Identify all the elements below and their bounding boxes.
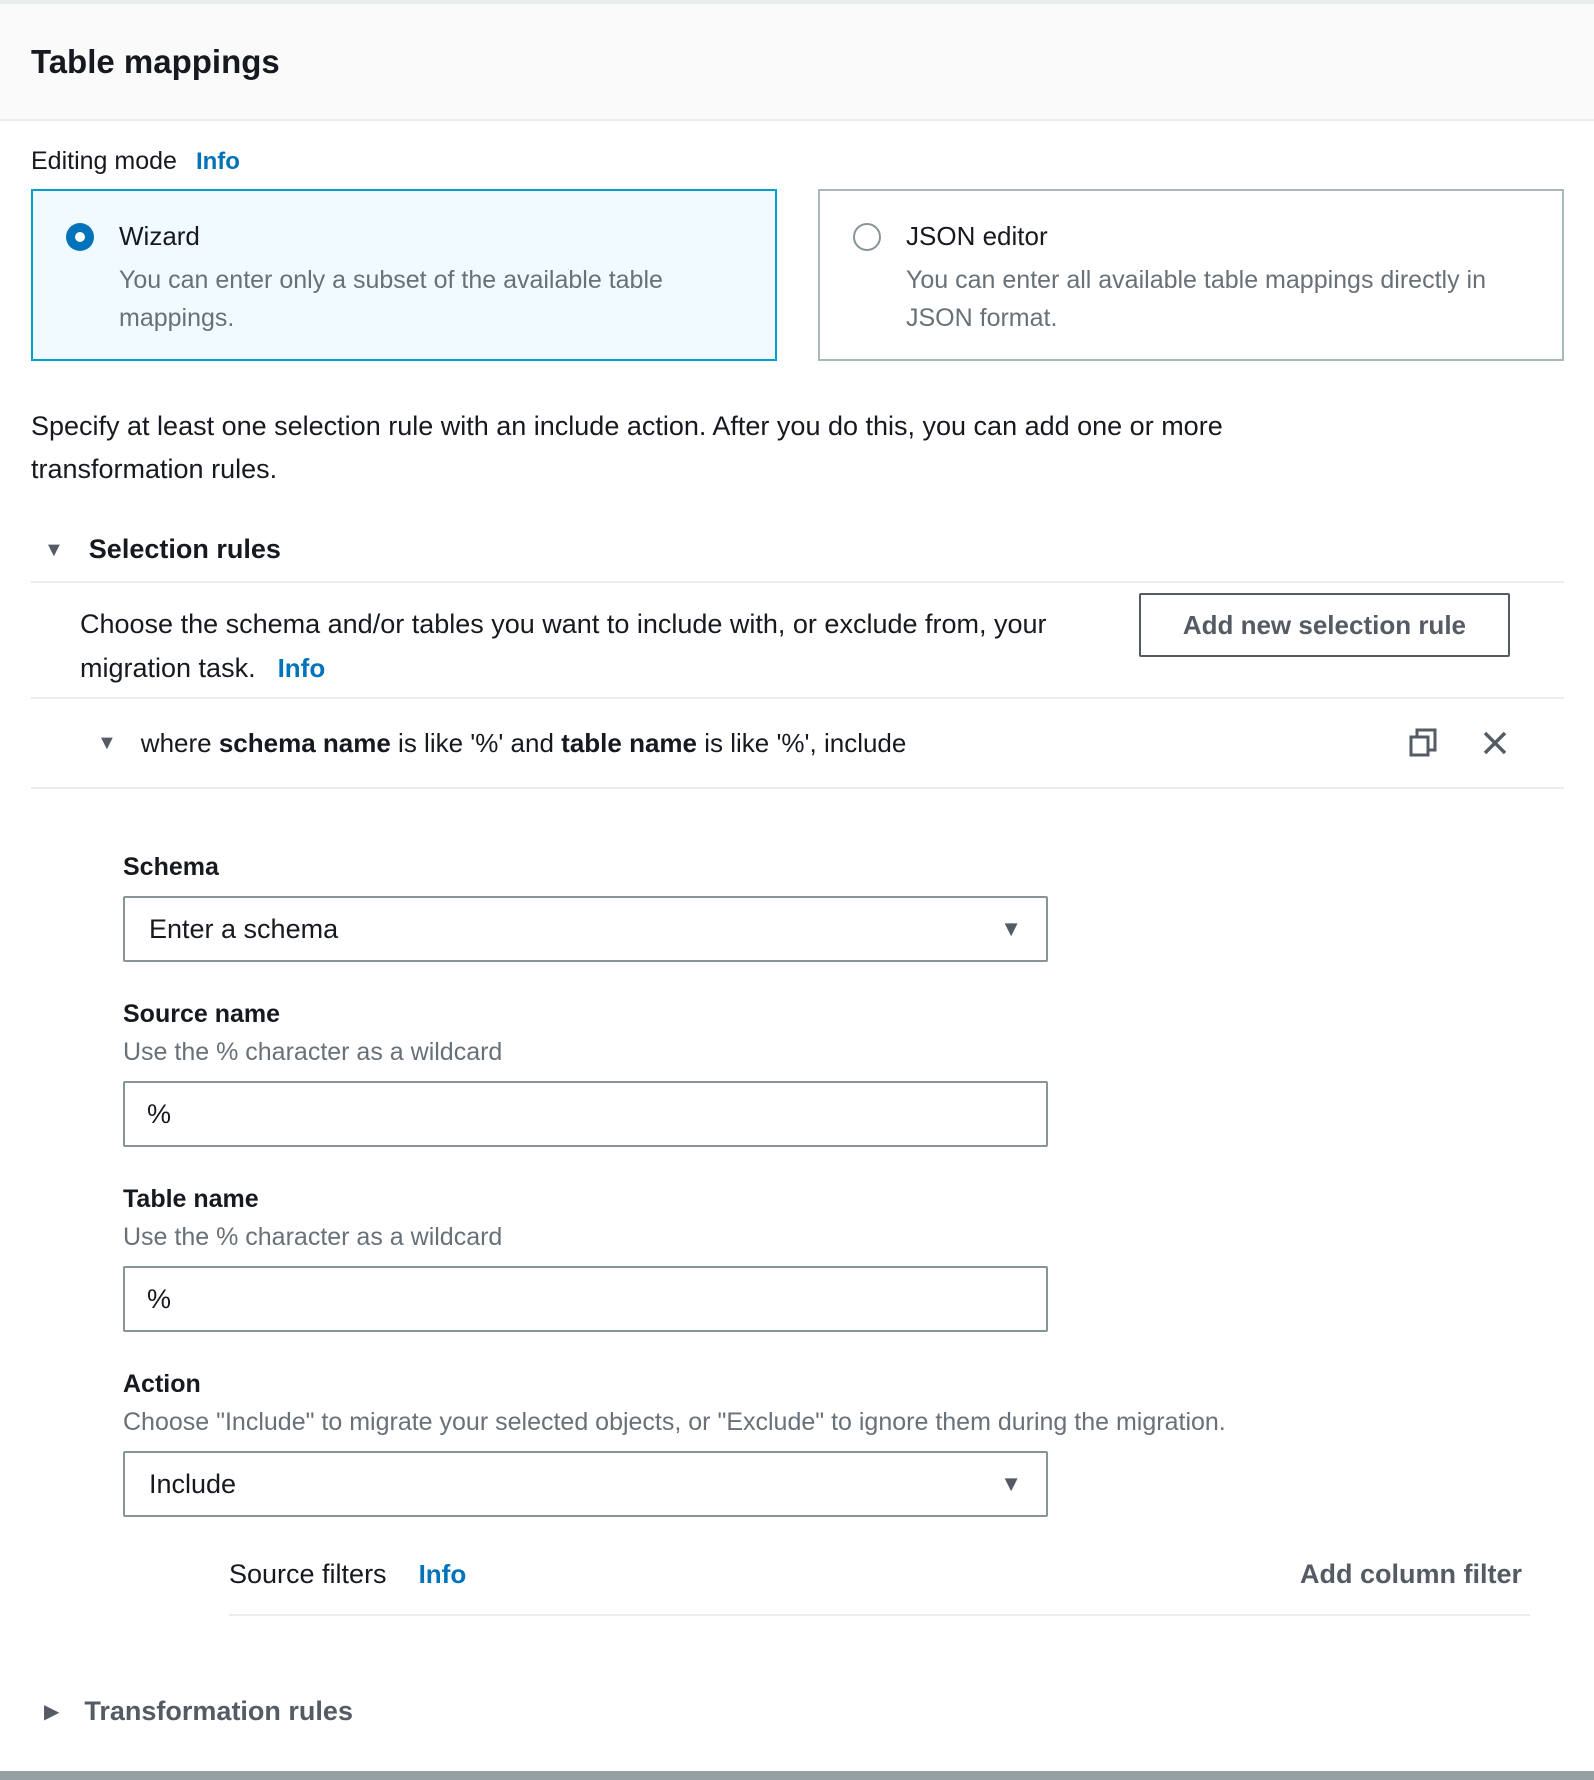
transformation-rules-title: Transformation rules	[84, 1696, 353, 1727]
wizard-option-description: You can enter only a subset of the available table mappings.	[119, 266, 663, 332]
json-editor-option-card[interactable]	[818, 189, 1564, 361]
source-name-label: Source name	[123, 1000, 281, 1029]
json-editor-radio[interactable]	[853, 223, 881, 251]
add-new-selection-rule-button[interactable]: Add new selection rule	[1139, 593, 1510, 657]
editing-mode-info-link[interactable]: Info	[195, 148, 240, 175]
schema-field-group	[123, 853, 1564, 962]
selection-rules-toolbar	[31, 593, 1564, 697]
selection-rule-summary: where schema name is like '%' and table name is like '%', include	[140, 727, 907, 758]
action-field-group	[123, 1370, 1564, 1517]
table-name-input[interactable]	[123, 1266, 1048, 1332]
table-name-hint: Use the % character as a wildcard	[123, 1223, 503, 1252]
source-name-field-group	[123, 1000, 1564, 1147]
divider	[31, 787, 1564, 789]
action-select[interactable]	[123, 1451, 1048, 1517]
action-label: Action	[123, 1370, 201, 1399]
selection-rules-info-link[interactable]: Info	[277, 653, 326, 684]
copy-icon	[1406, 748, 1440, 763]
table-name-field-group	[123, 1185, 1564, 1332]
add-column-filter-button[interactable]: Add column filter	[1300, 1559, 1522, 1590]
bottom-scrollbar[interactable]	[0, 1771, 1594, 1780]
main-content	[0, 147, 1594, 1727]
json-editor-option-description: You can enter all available table mappings directly in JSON format.	[906, 266, 1486, 332]
selection-rules-description: Choose the schema and/or tables you want to include with, or exclude from, your migration task. Info	[80, 609, 1047, 684]
action-select-value: Include	[149, 1468, 237, 1499]
table-name-label: Table name	[123, 1185, 259, 1214]
source-name-hint: Use the % character as a wildcard	[123, 1038, 503, 1067]
intro-text: Specify at least one selection rule with an include action. After you do this, you can add one or more transformation rules.	[31, 411, 1223, 484]
selection-rule-form	[31, 853, 1564, 1616]
schema-select-value: Enter a schema	[149, 913, 339, 944]
transformation-rules-header[interactable]	[31, 1696, 1564, 1727]
chevron-down-icon: ▼	[1000, 1471, 1022, 1497]
source-filters-title: Source filters	[229, 1559, 387, 1590]
selection-rule-row-header[interactable]	[31, 699, 1564, 787]
remove-rule-button[interactable]	[1478, 726, 1512, 760]
divider	[229, 1614, 1530, 1616]
divider	[31, 581, 1564, 583]
schema-label: Schema	[123, 853, 219, 882]
wizard-radio[interactable]	[66, 223, 94, 251]
wizard-option-label: Wizard	[119, 221, 200, 251]
editing-mode-label: Editing mode	[31, 147, 177, 175]
chevron-down-icon: ▼	[1000, 916, 1022, 942]
selection-rules-header[interactable]	[31, 534, 1564, 565]
chevron-right-icon: ▶	[44, 1700, 60, 1723]
chevron-down-icon: ▼	[44, 538, 64, 561]
json-editor-option-label: JSON editor	[906, 221, 1048, 251]
source-filters-row	[229, 1559, 1564, 1590]
editing-mode-row	[31, 147, 1564, 176]
chevron-down-icon: ▼	[97, 732, 117, 755]
schema-select[interactable]	[123, 896, 1048, 962]
duplicate-rule-button[interactable]	[1406, 726, 1440, 760]
wizard-option-card[interactable]	[31, 189, 777, 361]
source-filters-info-link[interactable]: Info	[418, 1559, 467, 1590]
selection-rules-title: Selection rules	[88, 534, 281, 565]
source-name-input[interactable]	[123, 1081, 1048, 1147]
page-title: Table mappings	[31, 42, 280, 80]
action-hint: Choose "Include" to migrate your selected objects, or "Exclude" to ignore them during the migration.	[123, 1408, 1226, 1437]
editing-mode-options	[31, 189, 1564, 361]
close-icon	[1478, 748, 1512, 763]
page-header	[0, 4, 1594, 121]
